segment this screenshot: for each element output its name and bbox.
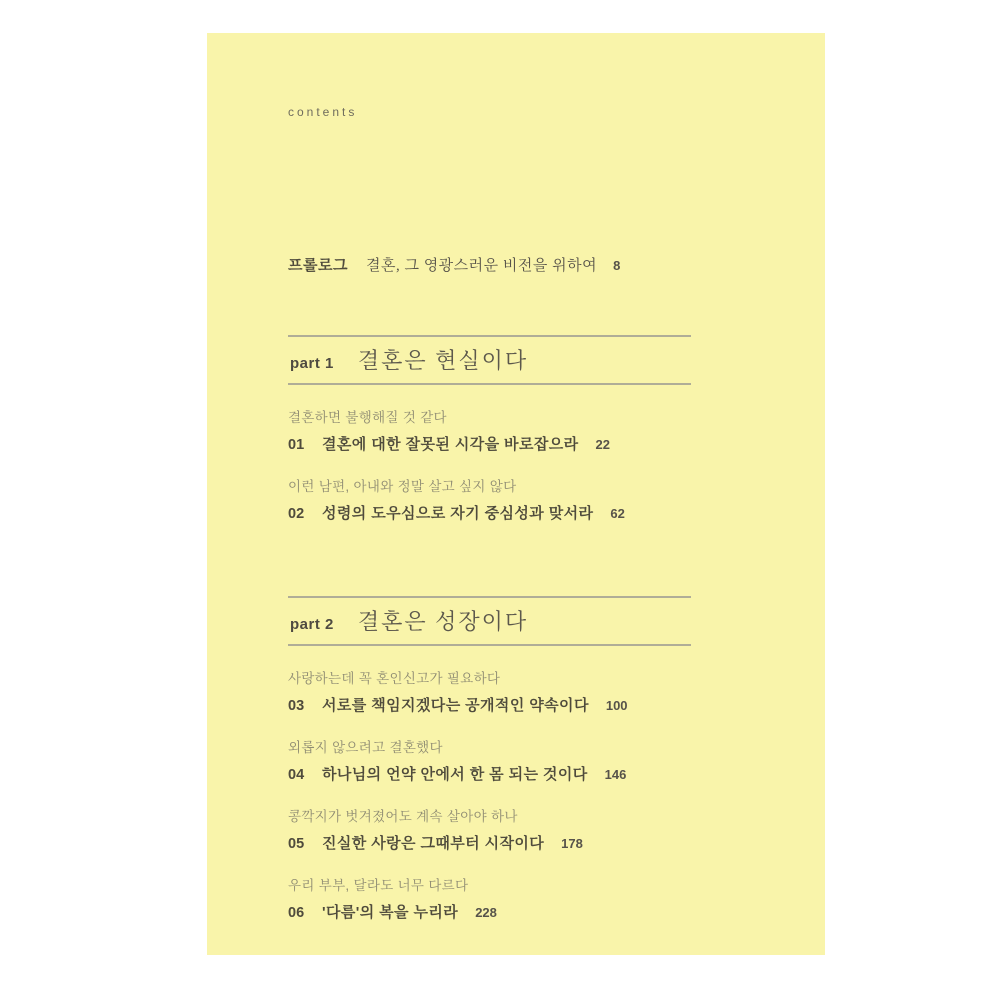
chapter-entry bbox=[288, 479, 698, 523]
prologue-row bbox=[288, 254, 698, 275]
chapter-entry bbox=[288, 410, 698, 454]
chapter-title-row bbox=[288, 694, 698, 715]
chapter-page-number: 62 bbox=[610, 506, 625, 521]
chapter-number: 06 bbox=[288, 905, 305, 921]
part-header bbox=[288, 596, 691, 646]
chapter-entry bbox=[288, 809, 698, 853]
chapter-number: 02 bbox=[288, 506, 305, 522]
part-title: 결혼은 성장이다 bbox=[357, 609, 529, 634]
part-label: part 2 bbox=[290, 616, 334, 633]
chapter-page-number: 178 bbox=[561, 836, 583, 851]
chapter-entry bbox=[288, 878, 698, 922]
part-title: 결혼은 현실이다 bbox=[357, 348, 529, 373]
chapter-number: 05 bbox=[288, 836, 305, 852]
chapter-subtitle: 우리 부부, 달라도 너무 다르다 bbox=[288, 878, 469, 893]
chapter-page-number: 22 bbox=[595, 437, 610, 452]
chapter-title-row bbox=[288, 901, 698, 922]
chapter-entry bbox=[288, 671, 698, 715]
prologue-title: 결혼, 그 영광스러운 비전을 위하여 bbox=[365, 258, 598, 274]
parts bbox=[288, 335, 698, 922]
chapter-page-number: 100 bbox=[605, 698, 628, 713]
part-header bbox=[288, 335, 691, 385]
book-page bbox=[207, 33, 825, 955]
chapter-subtitle: 이런 남편, 아내와 정말 살고 싶지 않다 bbox=[288, 479, 517, 494]
toc-content bbox=[288, 33, 698, 922]
part-label: part 1 bbox=[290, 355, 334, 372]
chapter-page-number: 228 bbox=[475, 905, 497, 920]
chapter-entry bbox=[288, 740, 698, 784]
part-block bbox=[288, 596, 698, 922]
chapter-title: 서로를 책임지겠다는 공개적인 약속이다 bbox=[322, 697, 589, 714]
prologue-page-number: 8 bbox=[613, 258, 621, 273]
chapter-subtitle: 콩깍지가 벗겨졌어도 계속 살아야 하나 bbox=[288, 809, 518, 824]
chapter-subtitle: 외롭지 않으려고 결혼했다 bbox=[288, 740, 443, 755]
chapter-number: 01 bbox=[288, 437, 305, 453]
chapter-title-row bbox=[288, 832, 698, 853]
chapter-subtitle: 결혼하면 불행해질 것 같다 bbox=[288, 410, 447, 425]
chapter-title: 성령의 도우심으로 자기 중심성과 맞서라 bbox=[322, 505, 594, 522]
chapter-title-row bbox=[288, 433, 698, 454]
chapter-subtitle: 사랑하는데 꼭 혼인신고가 필요하다 bbox=[288, 671, 501, 686]
chapter-title: 진실한 사랑은 그때부터 시작이다 bbox=[322, 835, 545, 852]
chapter-page-number: 146 bbox=[604, 767, 627, 782]
chapter-number: 04 bbox=[288, 767, 305, 783]
chapter-number: 03 bbox=[288, 698, 305, 714]
chapter-title: 하나님의 언약 안에서 한 몸 되는 것이다 bbox=[322, 766, 588, 783]
contents-heading: contents bbox=[288, 105, 358, 119]
chapter-title: 결혼에 대한 잘못된 시각을 바로잡으라 bbox=[322, 436, 579, 453]
chapter-title-row bbox=[288, 502, 698, 523]
prologue-label: 프롤로그 bbox=[288, 257, 348, 274]
chapter-list bbox=[288, 410, 698, 523]
chapter-list bbox=[288, 671, 698, 922]
chapter-title-row bbox=[288, 763, 698, 784]
part-block bbox=[288, 335, 698, 523]
chapter-title: '다름'의 복을 누리라 bbox=[322, 904, 459, 921]
